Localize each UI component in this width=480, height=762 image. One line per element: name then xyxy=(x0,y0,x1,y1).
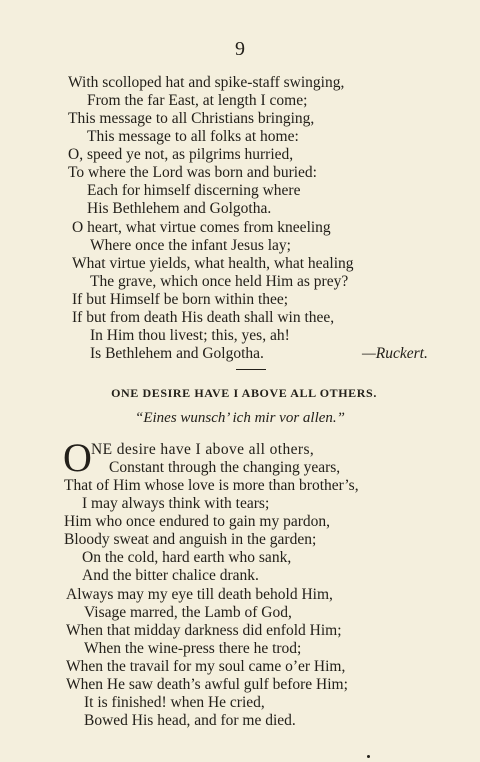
poem-line: NE desire have I above all others, xyxy=(91,441,315,458)
poem-line: In Him thou livest; this, yes, ah! xyxy=(90,327,290,344)
poem-line: Where once the infant Jesus lay; xyxy=(90,237,291,254)
poem-line: What virtue yields, what health, what healing xyxy=(72,255,354,272)
poem-line: And the bitter chalice drank. xyxy=(82,567,259,584)
poem-line: When that midday darkness did enfold Him; xyxy=(66,622,342,639)
poem-line: This message to all Christians bringing, xyxy=(68,110,315,127)
poem-subtitle: “Eines wunsch’ ich mir vor allen.” xyxy=(135,410,345,426)
poem-line: Constant through the changing years, xyxy=(109,459,341,476)
poem-line: On the cold, hard earth who sank, xyxy=(82,549,292,566)
poem-line: Each for himself discerning where xyxy=(87,182,301,199)
poem-line: Bowed His head, and for me died. xyxy=(84,712,296,729)
poem-line: Is Bethlehem and Golgotha. xyxy=(90,345,264,362)
poem-line: O, speed ye not, as pilgrims hurried, xyxy=(68,146,294,163)
poem-line: From the far East, at length I come; xyxy=(87,92,308,109)
poem-line: If but Himself be born within thee; xyxy=(72,291,289,308)
poem-line: Always may my eye till death behold Him, xyxy=(66,586,333,603)
page-mark xyxy=(367,755,370,758)
poem-line: That of Him whose love is more than brother’s, xyxy=(64,477,359,494)
poem-line: When the wine-press there he trod; xyxy=(84,640,302,657)
attribution: —Ruckert. xyxy=(362,345,428,362)
poem-line: To where the Lord was born and buried: xyxy=(68,164,317,181)
poem-line: With scolloped hat and spike-staff swinging, xyxy=(68,74,345,91)
poem-line: If but from death His death shall win thee, xyxy=(72,309,335,326)
poem-line: His Bethlehem and Golgotha. xyxy=(87,200,272,217)
drop-cap: O xyxy=(63,435,92,480)
page-number: 9 xyxy=(235,38,245,60)
poem-line: When He saw death’s awful gulf before Him; xyxy=(66,676,348,693)
poem-line: When the travail for my soul came o’er Him, xyxy=(66,658,346,675)
poem-line: It is finished! when He cried, xyxy=(84,694,265,711)
poem-line: The grave, which once held Him as prey? xyxy=(90,273,349,290)
poem-line: O heart, what virtue comes from kneeling xyxy=(72,219,331,236)
poem-title: ONE DESIRE HAVE I ABOVE ALL OTHERS. xyxy=(111,386,377,400)
poem-line: I may always think with tears; xyxy=(82,495,270,512)
poem-line: Him who once endured to gain my pardon, xyxy=(64,513,331,530)
poem-line: This message to all folks at home: xyxy=(87,128,299,145)
poem-line: Visage marred, the Lamb of God, xyxy=(84,604,292,621)
section-divider xyxy=(236,369,266,370)
poem-line: Bloody sweat and anguish in the garden; xyxy=(64,531,317,548)
